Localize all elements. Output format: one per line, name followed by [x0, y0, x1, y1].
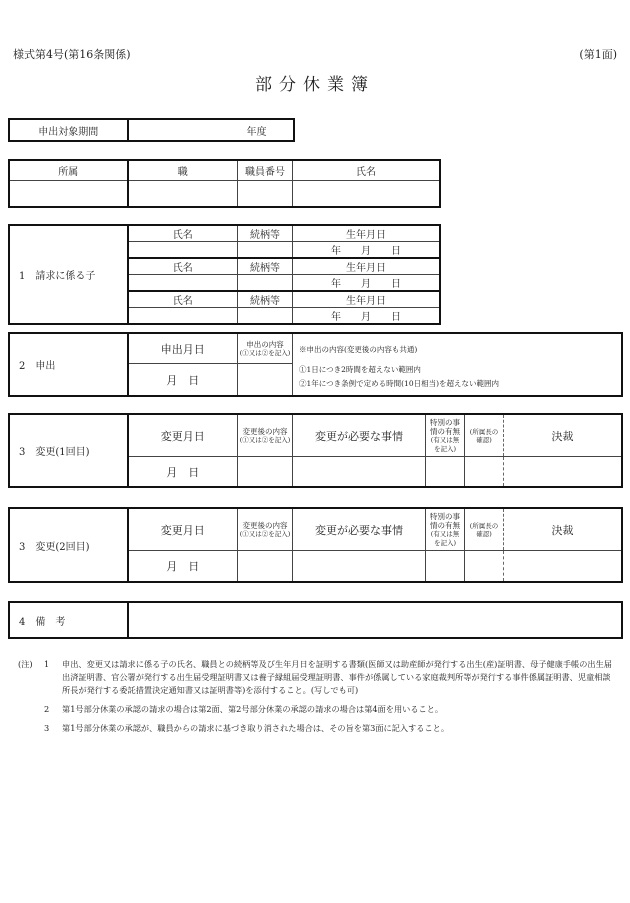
application-content-note: [293, 334, 622, 396]
change2-reason-field[interactable]: [293, 551, 426, 582]
section-remarks: [9, 602, 622, 638]
change1-approval-field[interactable]: [504, 457, 622, 487]
child2-dob-label: 生年月日: [293, 258, 440, 275]
application-content-field[interactable]: [238, 364, 293, 396]
child3-dob-label: 生年月日: [293, 291, 440, 308]
child3-relation-label: 続柄等: [238, 291, 293, 308]
child3-name-field[interactable]: [128, 308, 238, 324]
section-change-2: [9, 508, 622, 582]
section3b-label: 3 変更(2回目): [10, 509, 128, 582]
page-title: 部分休業簿: [255, 75, 375, 95]
child2-name-field[interactable]: [128, 275, 238, 292]
header-position: 職: [128, 161, 238, 181]
change2-special-header: 特別の事 情の有無 (有又は無 を記入): [426, 509, 465, 551]
page-label: (第1面): [579, 48, 617, 61]
child1-name-field[interactable]: [128, 242, 238, 259]
change2-confirm-field[interactable]: [465, 551, 504, 582]
change1-confirm-header: (所属長の 確認): [465, 415, 504, 457]
change1-special-field[interactable]: [426, 457, 465, 487]
child1-dob-label: 生年月日: [293, 226, 440, 242]
affiliation-field[interactable]: [10, 181, 128, 207]
position-field[interactable]: [128, 181, 238, 207]
change1-content-field[interactable]: [238, 457, 293, 487]
child1-dob-field[interactable]: 年 月 日: [293, 242, 440, 259]
header-employee-number: 職員番号: [238, 161, 293, 181]
change2-date-header: 変更月日: [128, 509, 238, 551]
section2-label: 2 申出: [10, 334, 128, 396]
change2-date-field[interactable]: 月 日: [128, 551, 238, 582]
child2-relation-label: 続柄等: [238, 258, 293, 275]
change2-content-header: 変更後の内容 (①又は②を記入): [238, 509, 293, 551]
change2-approval-field[interactable]: [504, 551, 622, 582]
change1-date-header: 変更月日: [128, 415, 238, 457]
form-number: 様式第4号(第16条関係): [13, 48, 131, 61]
period-label: 申出対象期間: [10, 120, 128, 141]
notes-prefix: (注): [18, 659, 33, 669]
note-title: ※申出の内容(変更後の内容も共通): [299, 345, 418, 354]
change1-confirm-field[interactable]: [465, 457, 504, 487]
section4-label: 4 備 考: [10, 603, 128, 638]
child1-relation-field[interactable]: [238, 242, 293, 259]
change2-confirm-header: (所属長の 確認): [465, 509, 504, 551]
note-option-1: ①1日につき2時間を超えない範囲内: [299, 365, 421, 374]
child3-name-label: 氏名: [128, 291, 238, 308]
change2-content-field[interactable]: [238, 551, 293, 582]
notes-section: [18, 658, 618, 741]
child1-name-label: 氏名: [128, 226, 238, 242]
child2-dob-field[interactable]: 年 月 日: [293, 275, 440, 292]
change2-approval-header: 決裁: [504, 509, 622, 551]
child2-relation-field[interactable]: [238, 275, 293, 292]
application-content-header: 申出の内容 (①又は②を記入): [238, 334, 293, 364]
remarks-field[interactable]: [128, 603, 622, 638]
child1-relation-label: 続柄等: [238, 226, 293, 242]
child3-dob-field[interactable]: 年 月 日: [293, 308, 440, 324]
application-date-header: 申出月日: [128, 334, 238, 364]
note-item-2: 2 第1号部分休業の承認の請求の場合は第2面、第2号部分休業の承認の請求の場合は第4面を用いること。: [44, 704, 444, 714]
change2-reason-header: 変更が必要な事情: [293, 509, 426, 551]
application-date-field[interactable]: 月 日: [128, 364, 238, 396]
change1-date-field[interactable]: 月 日: [128, 457, 238, 487]
note-item-3: 3 第1号部分休業の承認が、職員からの請求に基づき取り消された場合は、その旨を第3面に記入すること。: [44, 723, 450, 733]
section-children: [9, 225, 440, 324]
change1-approval-header: 決裁: [504, 415, 622, 457]
period-value-field[interactable]: [128, 120, 294, 141]
change1-reason-header: 変更が必要な事情: [293, 415, 426, 457]
section-application: [9, 333, 622, 396]
name-field[interactable]: [293, 181, 440, 207]
child2-name-label: 氏名: [128, 258, 238, 275]
header-affiliation: 所属: [10, 161, 128, 181]
change1-special-header: 特別の事 情の有無 (有又は無 を記入): [426, 415, 465, 457]
section-change-1: [9, 414, 622, 487]
period-table: [9, 119, 294, 141]
employee-table: [9, 160, 440, 207]
child3-relation-field[interactable]: [238, 308, 293, 324]
change1-content-header: 変更後の内容 (①又は②を記入): [238, 415, 293, 457]
change2-special-field[interactable]: [426, 551, 465, 582]
change1-reason-field[interactable]: [293, 457, 426, 487]
header-name: 氏名: [293, 161, 440, 181]
note-item-1: (注) 1 申出、変更又は請求に係る子の氏名、職員との続柄等及び生年月日を証明する書類(医師又は助産師が発行する出生(産)証明書、母子健康手帳の出生届出済証明書、官公署が発行する出生届受理証明書又は養子縁組届受理証明書、事件が係属している家庭裁判所等が発行する事件係属証明書、児童相談所長が発行する委託措置決定通知書又は証明書等)を添付すること。(写しでも可): [18, 659, 612, 695]
section1-label: 1 請求に係る子: [10, 226, 128, 324]
section3a-label: 3 変更(1回目): [10, 415, 128, 487]
employee-number-field[interactable]: [238, 181, 293, 207]
period-suffix: 年度: [246, 126, 267, 138]
note-option-2: ②1年につき条例で定める時間(10日相当)を超えない範囲内: [299, 379, 500, 388]
